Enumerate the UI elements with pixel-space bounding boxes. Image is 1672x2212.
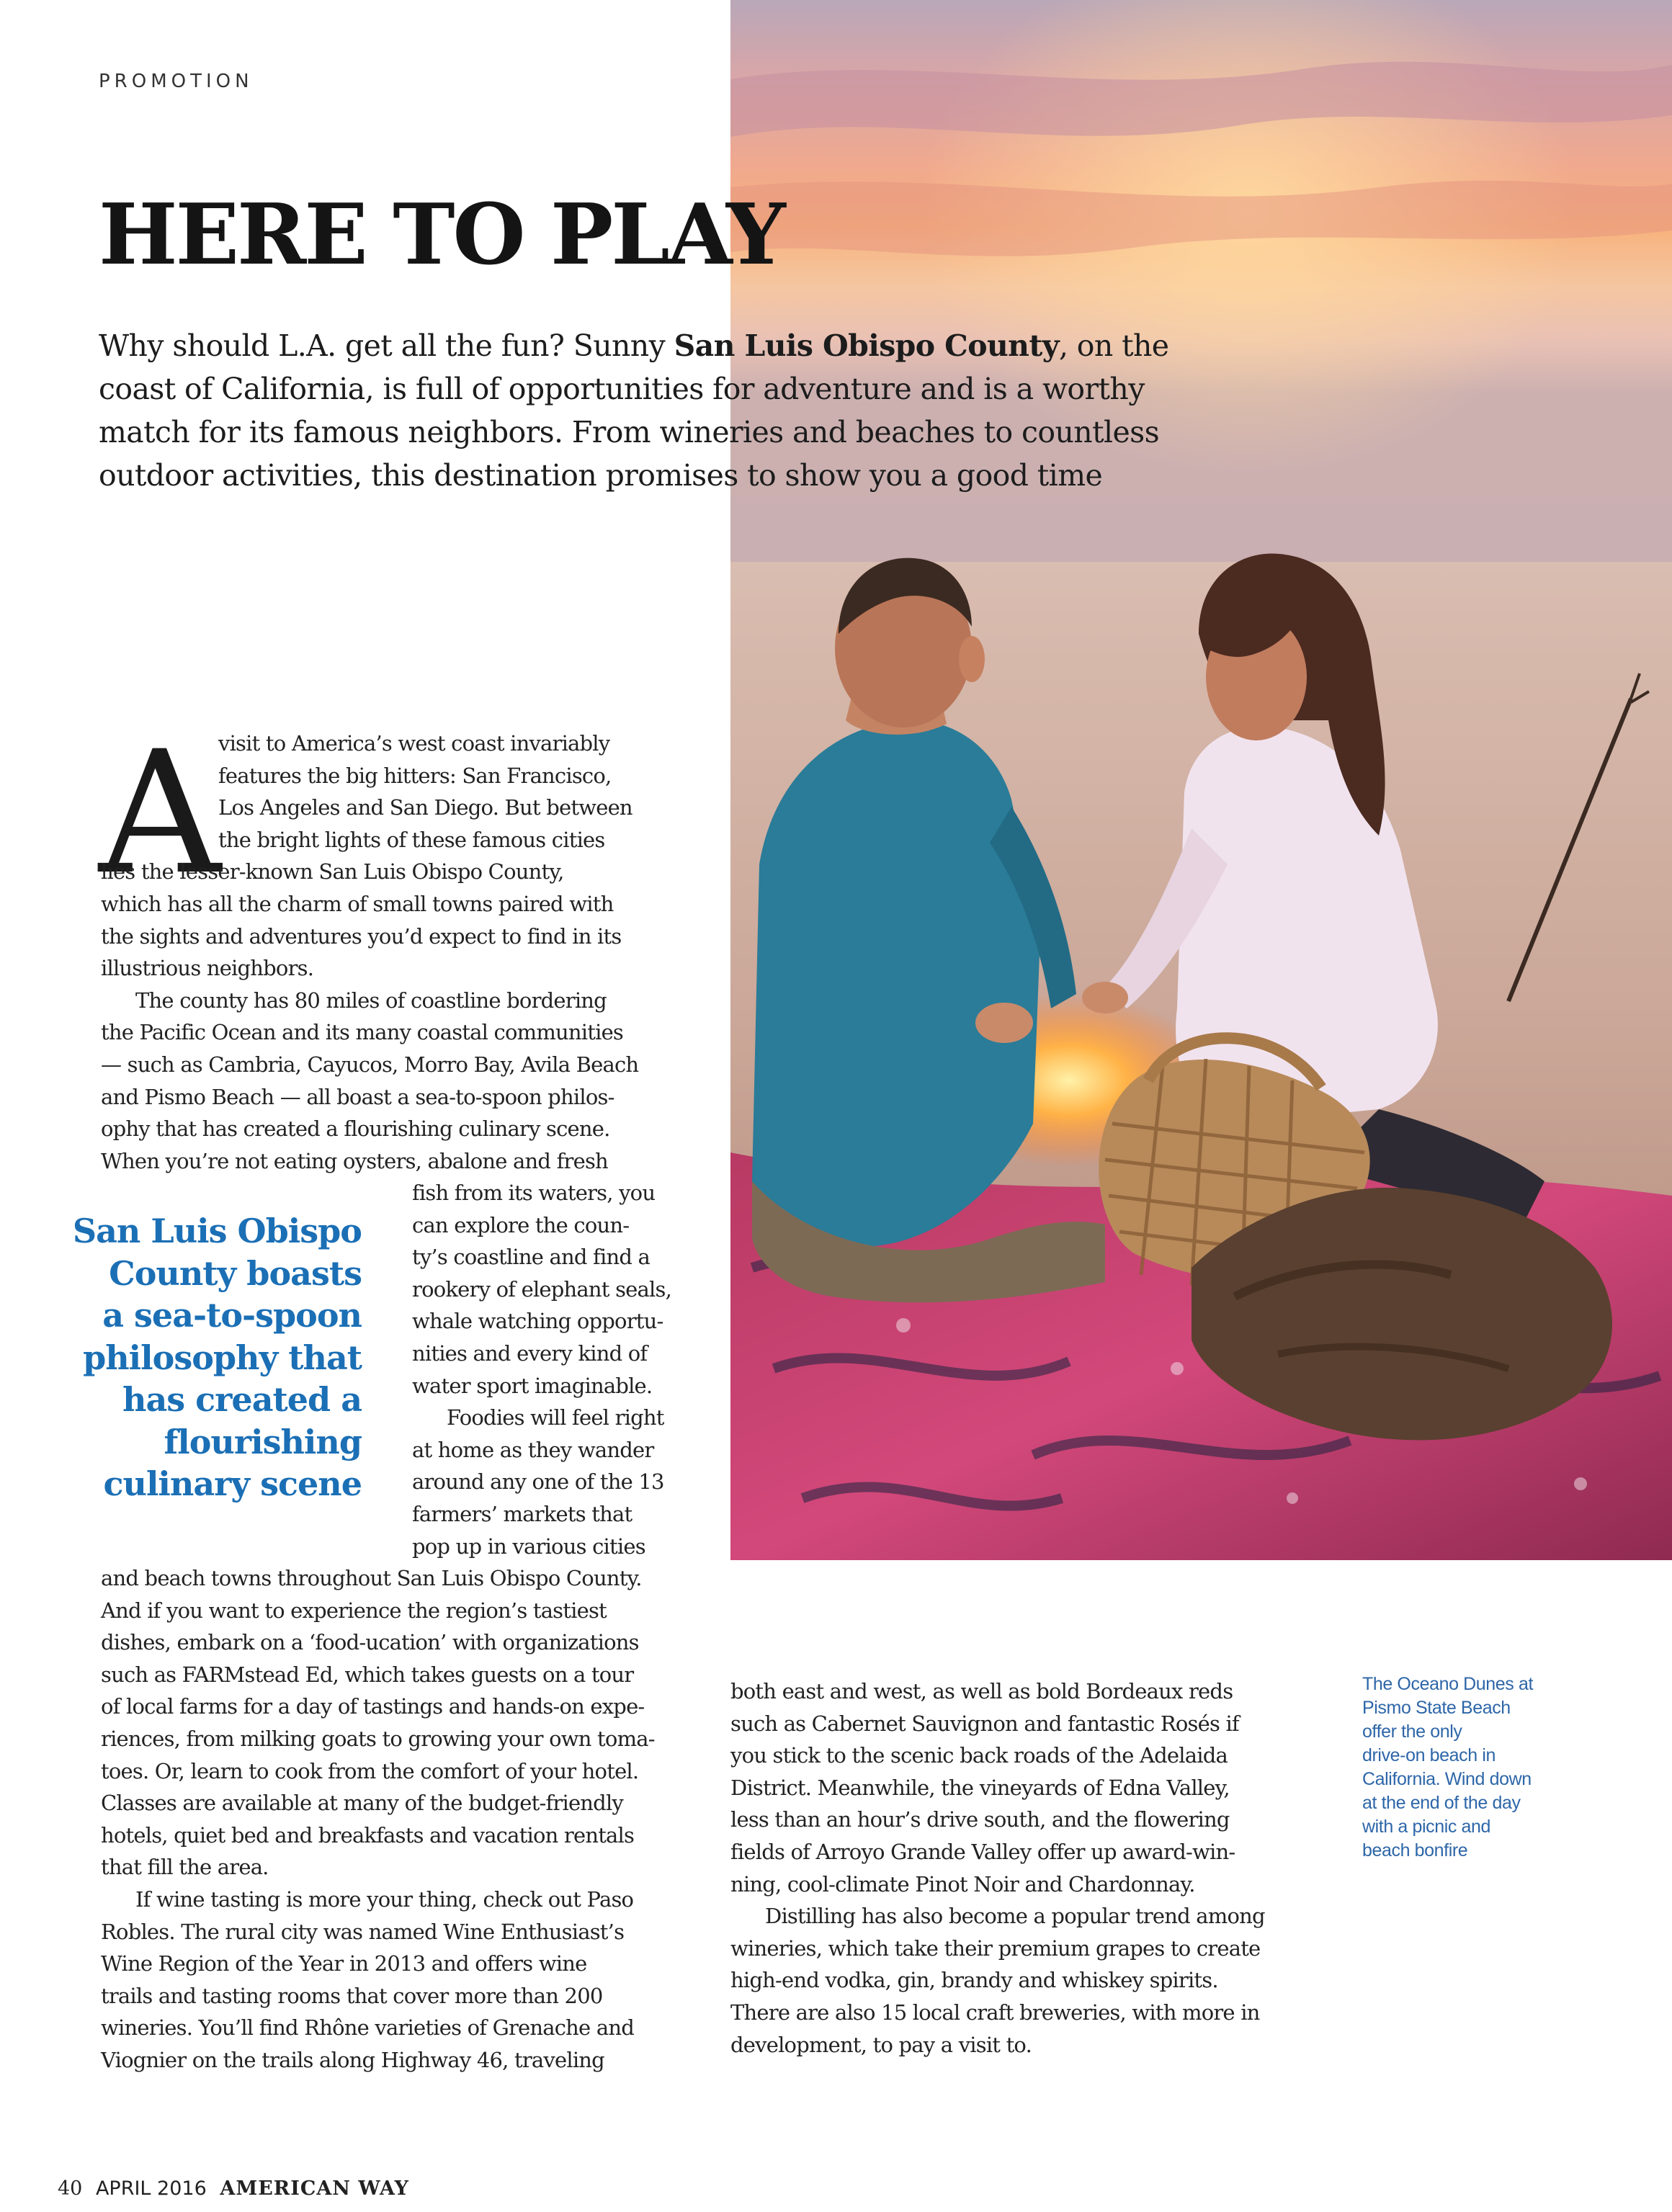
body-line: and beach towns throughout San Luis Obispo County. <box>101 1566 642 1590</box>
pull-quote-line: has created a <box>122 1380 362 1419</box>
body-line: lies the lesser-known San Luis Obispo County, <box>101 859 564 885</box>
body-line: that fill the area. <box>101 1855 269 1880</box>
body-line: can explore the coun- <box>412 1212 630 1237</box>
pull-quote-line: San Luis Obispo <box>72 1212 362 1250</box>
caption-line: Pismo State Beach <box>1362 1698 1511 1718</box>
body-line: ning, cool-climate Pinot Noir and Chardonnay. <box>730 1871 1195 1897</box>
magazine-name: AMERICAN WAY <box>220 2177 409 2200</box>
body-line: the Pacific Ocean and its many coastal communities <box>101 1020 624 1045</box>
body-line: riences, from milking goats to growing your own toma- <box>101 1726 655 1751</box>
caption-line: beach bonfire <box>1362 1840 1468 1861</box>
body-line: wineries, which take their premium grapes to create <box>730 1935 1261 1961</box>
pull-quote-line: culinary scene <box>103 1464 362 1503</box>
body-line: rookery of elephant seals, <box>412 1276 671 1302</box>
body-line: toes. Or, learn to cook from the comfort of your hotel. <box>101 1758 639 1783</box>
body-line: wineries. You’ll find Rhône varieties of Grenache and <box>101 2015 634 2041</box>
caption-line: California. Wind down <box>1362 1769 1532 1789</box>
body-line: Los Angeles and San Diego. But between <box>218 795 632 820</box>
pull-quote-line: flourishing <box>164 1422 362 1461</box>
deck-text-end: , on the coast of California, is full of opportunities for adventure and is a worthy match for its famous neighbors. From wineries and beaches to countless outdoor activities, this destination promises to show you a good time <box>99 328 1169 493</box>
left-column-bottom <box>101 1562 720 2077</box>
body-line: illustrious neighbors. <box>101 956 314 981</box>
photo-caption <box>1362 1673 1535 1863</box>
body-line: the sights and adventures you’d expect to find in its <box>101 923 622 949</box>
page-footer <box>58 2177 409 2200</box>
body-line: such as FARMstead Ed, which takes guests on a tour <box>101 1662 634 1687</box>
body-line: features the big hitters: San Francisco, <box>218 763 612 788</box>
body-line: Distilling has also become a popular trend among <box>765 1904 1265 1929</box>
body-line: Viognier on the trails along Highway 46, traveling <box>101 2047 604 2072</box>
body-line: There are also 15 local craft breweries, with more in <box>730 2000 1260 2025</box>
issue-date: APRIL 2016 <box>95 2177 207 2200</box>
body-line: ophy that has created a flourishing culinary scene. <box>101 1116 610 1142</box>
body-line: at home as they wander <box>412 1437 654 1462</box>
body-line: high-end vodka, gin, brandy and whiskey spirits. <box>730 1968 1218 1993</box>
right-column <box>730 1675 1328 2061</box>
body-line: less than an hour’s drive south, and the flowering <box>730 1807 1230 1832</box>
body-line: visit to America’s west coast invariably <box>218 731 610 756</box>
body-line: And if you want to experience the region’s tastiest <box>101 1598 607 1623</box>
body-line: development, to pay a visit to. <box>730 2032 1032 2057</box>
caption-line: offer the only <box>1362 1721 1462 1742</box>
body-line: — such as Cambria, Cayucos, Morro Bay, Avila Beach <box>101 1052 639 1077</box>
body-line: whale watching opportu- <box>412 1309 663 1334</box>
drop-cap: A <box>99 715 218 912</box>
body-line: Classes are available at many of the budget-friendly <box>101 1791 624 1816</box>
pull-quote <box>58 1210 362 1505</box>
left-column-top <box>0 715 720 1177</box>
caption-line: drive-on beach in <box>1362 1745 1496 1765</box>
body-line: around any one of the 13 <box>412 1469 664 1495</box>
body-line: both east and west, as well as bold Bordeaux reds <box>730 1679 1233 1703</box>
body-line: District. Meanwhile, the vineyards of Edna Valley, <box>730 1775 1230 1800</box>
left-column-narrow <box>412 1177 715 1562</box>
caption-line: at the end of the day <box>1362 1793 1521 1813</box>
body-line: pop up in various cities <box>412 1533 645 1559</box>
deck-intro <box>99 324 1222 497</box>
body-line: trails and tasting rooms that cover more than 200 <box>101 1983 603 2008</box>
body-line: you stick to the scenic back roads of the Adelaida <box>730 1743 1228 1768</box>
body-line: When you’re not eating oysters, abalone and fresh <box>101 1148 608 1173</box>
body-line: hotels, quiet bed and breakfasts and vacation rentals <box>101 1822 635 1848</box>
page-title: HERE TO PLAY <box>99 186 784 284</box>
body-line: fish from its waters, you <box>412 1181 656 1205</box>
page-number: 40 <box>58 2177 83 2200</box>
caption-line: with a picnic and <box>1362 1817 1491 1837</box>
body-line: Robles. The rural city was named Wine Enthusiast’s <box>101 1919 625 1944</box>
body-line: of local farms for a day of tastings and hands-on expe- <box>101 1694 645 1719</box>
pull-quote-line: a sea-to-spoon <box>102 1296 362 1335</box>
body-line: dishes, embark on a ‘food-ucation’ with organizations <box>101 1630 639 1655</box>
body-line: ty’s coastline and find a <box>412 1245 650 1270</box>
body-line: such as Cabernet Sauvignon and fantastic Rosés if <box>730 1711 1239 1736</box>
body-line: If wine tasting is more your thing, check out Paso <box>135 1886 634 1912</box>
deck-text-start: Why should L.A. get all the fun? Sunny <box>99 328 674 363</box>
caption-line: The Oceano Dunes at <box>1362 1674 1533 1694</box>
body-line: which has all the charm of small towns paired with <box>101 891 614 916</box>
body-line: Foodies will feel right <box>447 1405 664 1430</box>
body-line: nities and every kind of <box>412 1340 648 1366</box>
promotion-kicker: PROMOTION <box>99 71 254 92</box>
deck-highlight: San Luis Obispo County <box>674 328 1059 363</box>
pull-quote-line: County boasts <box>109 1253 362 1293</box>
body-line: The county has 80 miles of coastline bordering <box>135 988 607 1013</box>
pull-quote-line: philosophy that <box>83 1338 362 1377</box>
body-line: and Pismo Beach — all boast a sea-to-spoon philos- <box>101 1084 614 1109</box>
body-line: Wine Region of the Year in 2013 and offers wine <box>101 1951 587 1976</box>
hero-photo <box>730 0 1672 1560</box>
body-line: the bright lights of these famous cities <box>218 827 605 852</box>
body-line: farmers’ markets that <box>412 1501 632 1526</box>
body-line: water sport imaginable. <box>412 1373 653 1398</box>
body-line: fields of Arroyo Grande Valley offer up award-win- <box>730 1839 1235 1864</box>
